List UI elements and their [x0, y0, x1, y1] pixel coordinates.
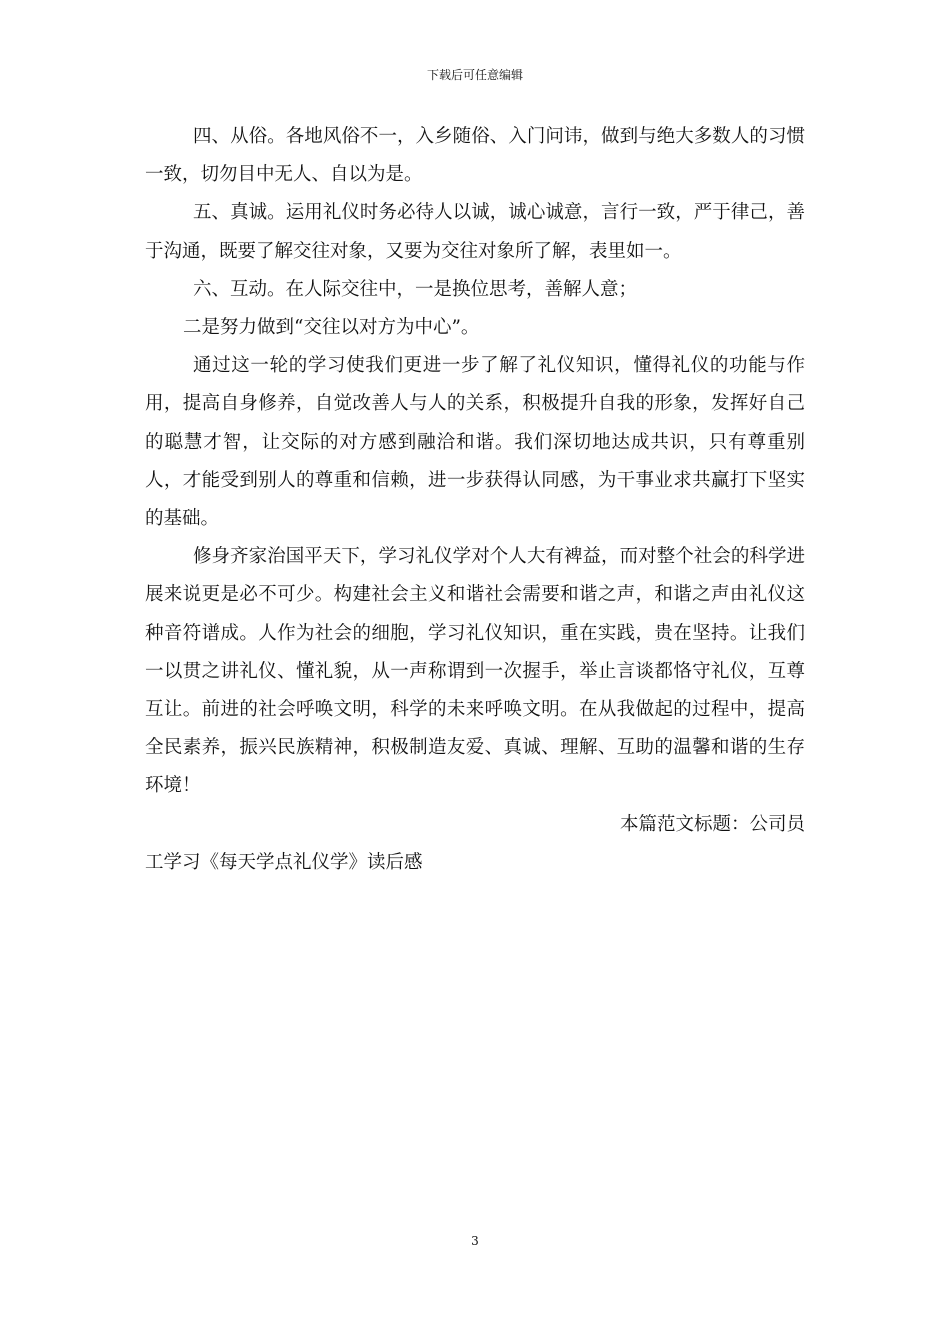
paragraph-conclusion: 修身齐家治国平天下，学习礼仪学对个人大有裨益，而对整个社会的科学进展来说更是必不可少。构建社会主义和谐社会需要和谐之声，和谐之声由礼仪这种音符谱成。人作为社会的细胞，学习礼仪知识，重在实践，贵在坚持。让我们一以贯之讲礼仪、懂礼貌，从一声称谓到一次握手，举止言谈都恪守礼仪，互尊互让。前进的社会呼唤文明，科学的未来呼唤文明。在从我做起的过程中，提高全民素养，振兴民族精神，积极制造友爱、真诚、理解、互助的温馨和谐的生存环境！ [145, 546, 805, 797]
paragraph-sincerity: 五、真诚。运用礼仪时务必待人以诚，诚心诚意，言行一致，严于律己，善于沟通，既要了解交往对象，又要为交往对象所了解，表里如一。 [145, 202, 805, 262]
document-body [145, 118, 805, 882]
page-number: 3 [471, 1234, 479, 1248]
paragraph-custom: 四、从俗。各地风俗不一，入乡随俗、入门问讳，做到与绝大多数人的习惯一致，切勿目中无人、自以为是。 [145, 126, 805, 186]
article-title-continued: 工学习《每天学点礼仪学》读后感 [145, 851, 423, 873]
paragraph-learning-summary: 通过这一轮的学习使我们更进一步了解了礼仪知识，懂得礼仪的功能与作用，提高自身修养，自觉改善人与人的关系，积极提升自我的形象，发挥好自己的聪慧才智，让交际的对方感到融洽和谐。我们深切地达成共识，只有尊重别人，才能受到别人的尊重和信赖，进一步获得认同感，为干事业求共赢打下坚实的基础。 [145, 355, 805, 530]
page-header: 下载后可任意编辑 [426, 68, 523, 82]
paragraph-interaction: 六、互动。在人际交往中，一是换位思考，善解人意； [193, 278, 638, 300]
paragraph-interaction-continued: 二是努力做到“交往以对方为中心”。 [183, 317, 480, 339]
article-title-label: 本篇范文标题：公司员 [619, 813, 805, 835]
